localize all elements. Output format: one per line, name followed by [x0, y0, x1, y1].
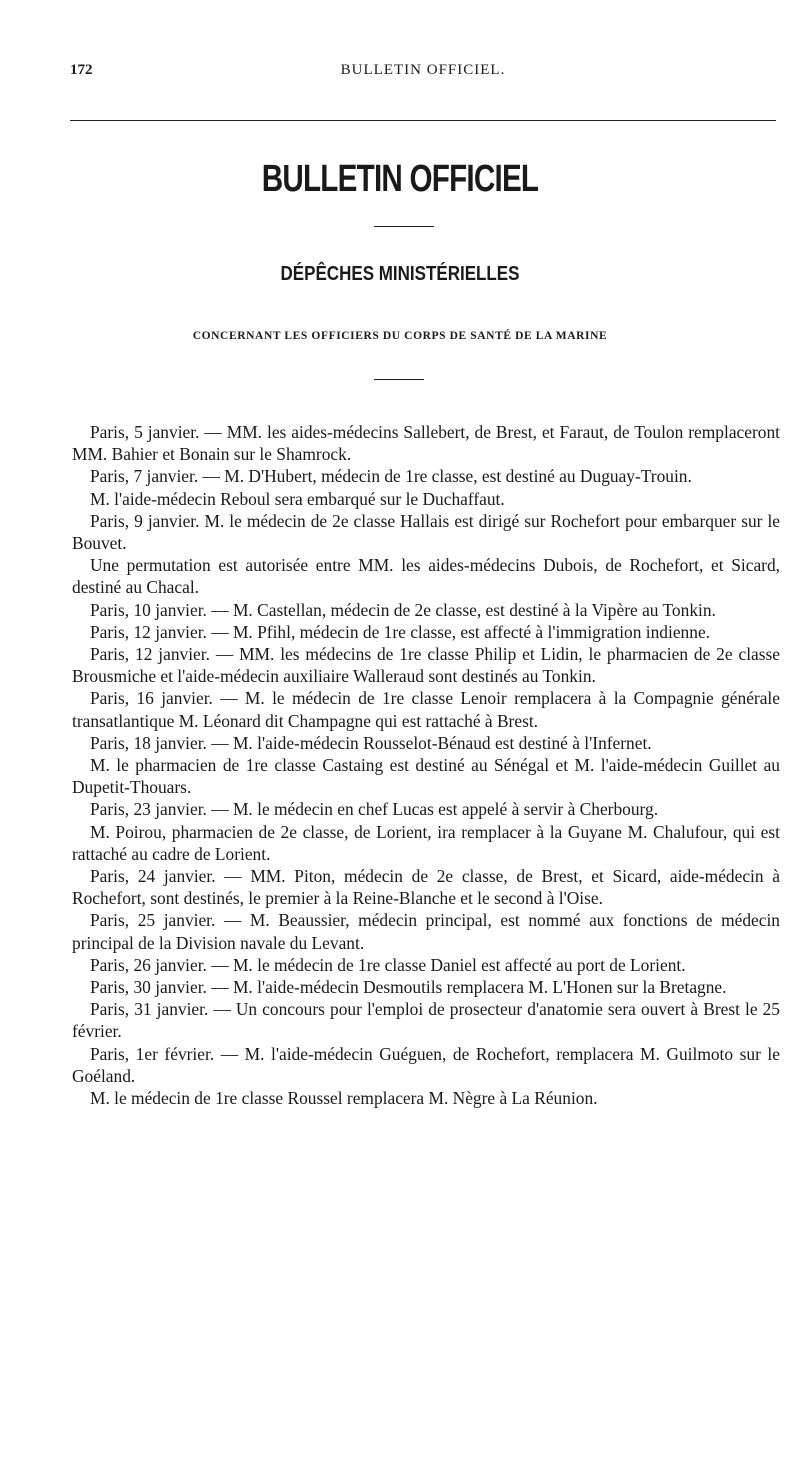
dispatch-paragraph: Une permutation est autorisée entre MM. les aides-médecins Dubois, de Rochefort, et Sicard, destiné au Chacal.: [72, 555, 780, 598]
dispatch-list: [72, 421, 780, 1109]
dispatch-paragraph: Paris, 7 janvier. — M. D'Hubert, médecin de 1re classe, est destiné au Duguay-Trouin.: [90, 466, 692, 487]
document-title: BULLETIN OFFICIEL: [261, 158, 539, 200]
dispatch-paragraph: M. le médecin de 1re classe Roussel remplacera M. Nègre à La Réunion.: [90, 1088, 598, 1109]
dispatch-paragraph: Paris, 18 janvier. — M. l'aide-médecin Rousselot-Bénaud est destiné à l'Infernet.: [90, 732, 652, 753]
dispatch-paragraph: Paris, 30 janvier. — M. l'aide-médecin Desmoutils remplacera M. L'Honen sur la Bretagne.: [90, 977, 727, 998]
dispatch-paragraph: M. le pharmacien de 1re classe Castaing est destiné au Sénégal et M. l'aide-médecin Guillet au Dupetit-Thouars.: [72, 755, 780, 798]
section-title: DÉPÊCHES MINISTÉRIELLES: [280, 263, 520, 285]
section-subtitle: CONCERNANT LES OFFICIERS DU CORPS DE SANTÉ DE LA MARINE: [192, 330, 608, 342]
running-header: [70, 62, 776, 86]
dispatch-paragraph: Paris, 12 janvier. — MM. les médecins de 1re classe Philip et Lidin, le pharmacien de 2e classe Brousmiche et l'aide-médecin auxiliaire Walleraud sont destinés au Tonkin.: [72, 644, 780, 687]
dispatch-paragraph: Paris, 12 janvier. — M. Pfihl, médecin de 1re classe, est affecté à l'immigration indienne.: [90, 621, 711, 642]
running-title: BULLETIN OFFICIEL.: [340, 62, 506, 78]
dispatch-paragraph: Paris, 1er février. — M. l'aide-médecin Guéguen, de Rochefort, remplacera M. Guilmoto sur le Goéland.: [72, 1043, 780, 1086]
section-divider: [374, 379, 424, 380]
dispatch-paragraph: Paris, 25 janvier. — M. Beaussier, médecin principal, est nommé aux fonctions de médecin principal de la Division navale du Levant.: [72, 910, 780, 953]
dispatch-paragraph: Paris, 26 janvier. — M. le médecin de 1re classe Daniel est affecté au port de Lorient.: [90, 954, 686, 975]
page-number: 172: [70, 62, 93, 78]
dispatch-paragraph: M. Poirou, pharmacien de 2e classe, de Lorient, ira remplacer à la Guyane M. Chalufour, qui est rattaché au cadre de Lorient.: [72, 821, 780, 864]
dispatch-paragraph: Paris, 16 janvier. — M. le médecin de 1re classe Lenoir remplacera à la Compagnie générale transatlantique M. Léonard dit Champagne qui est rattaché à Brest.: [72, 688, 780, 731]
header-rule: [70, 120, 776, 121]
dispatch-paragraph: M. l'aide-médecin Reboul sera embarqué sur le Duchaffaut.: [90, 488, 505, 509]
dispatch-paragraph: Paris, 5 janvier. — MM. les aides-médecins Sallebert, de Brest, et Faraut, de Toulon remplaceront MM. Bahier et Bonain sur le Shamrock.: [72, 422, 780, 465]
dispatch-paragraph: Paris, 9 janvier. M. le médecin de 2e classe Hallais est dirigé sur Rochefort pour embarquer sur le Bouvet.: [72, 510, 780, 554]
title-divider: [374, 226, 434, 227]
dispatch-paragraph: Paris, 24 janvier. — MM. Piton, médecin de 2e classe, de Brest, et Sicard, aide-médecin à Rochefort, sont destinés, le premier à la Reine-Blanche et le second à l'Oise.: [72, 866, 780, 909]
dispatch-paragraph: Paris, 10 janvier. — M. Castellan, médecin de 2e classe, est destiné à la Vipère au Tonkin.: [90, 599, 716, 620]
dispatch-paragraph: Paris, 23 janvier. — M. le médecin en chef Lucas est appelé à servir à Cherbourg.: [90, 799, 659, 820]
dispatch-paragraph: Paris, 31 janvier. — Un concours pour l'emploi de prosecteur d'anatomie sera ouvert à Brest le 25 février.: [72, 999, 780, 1042]
